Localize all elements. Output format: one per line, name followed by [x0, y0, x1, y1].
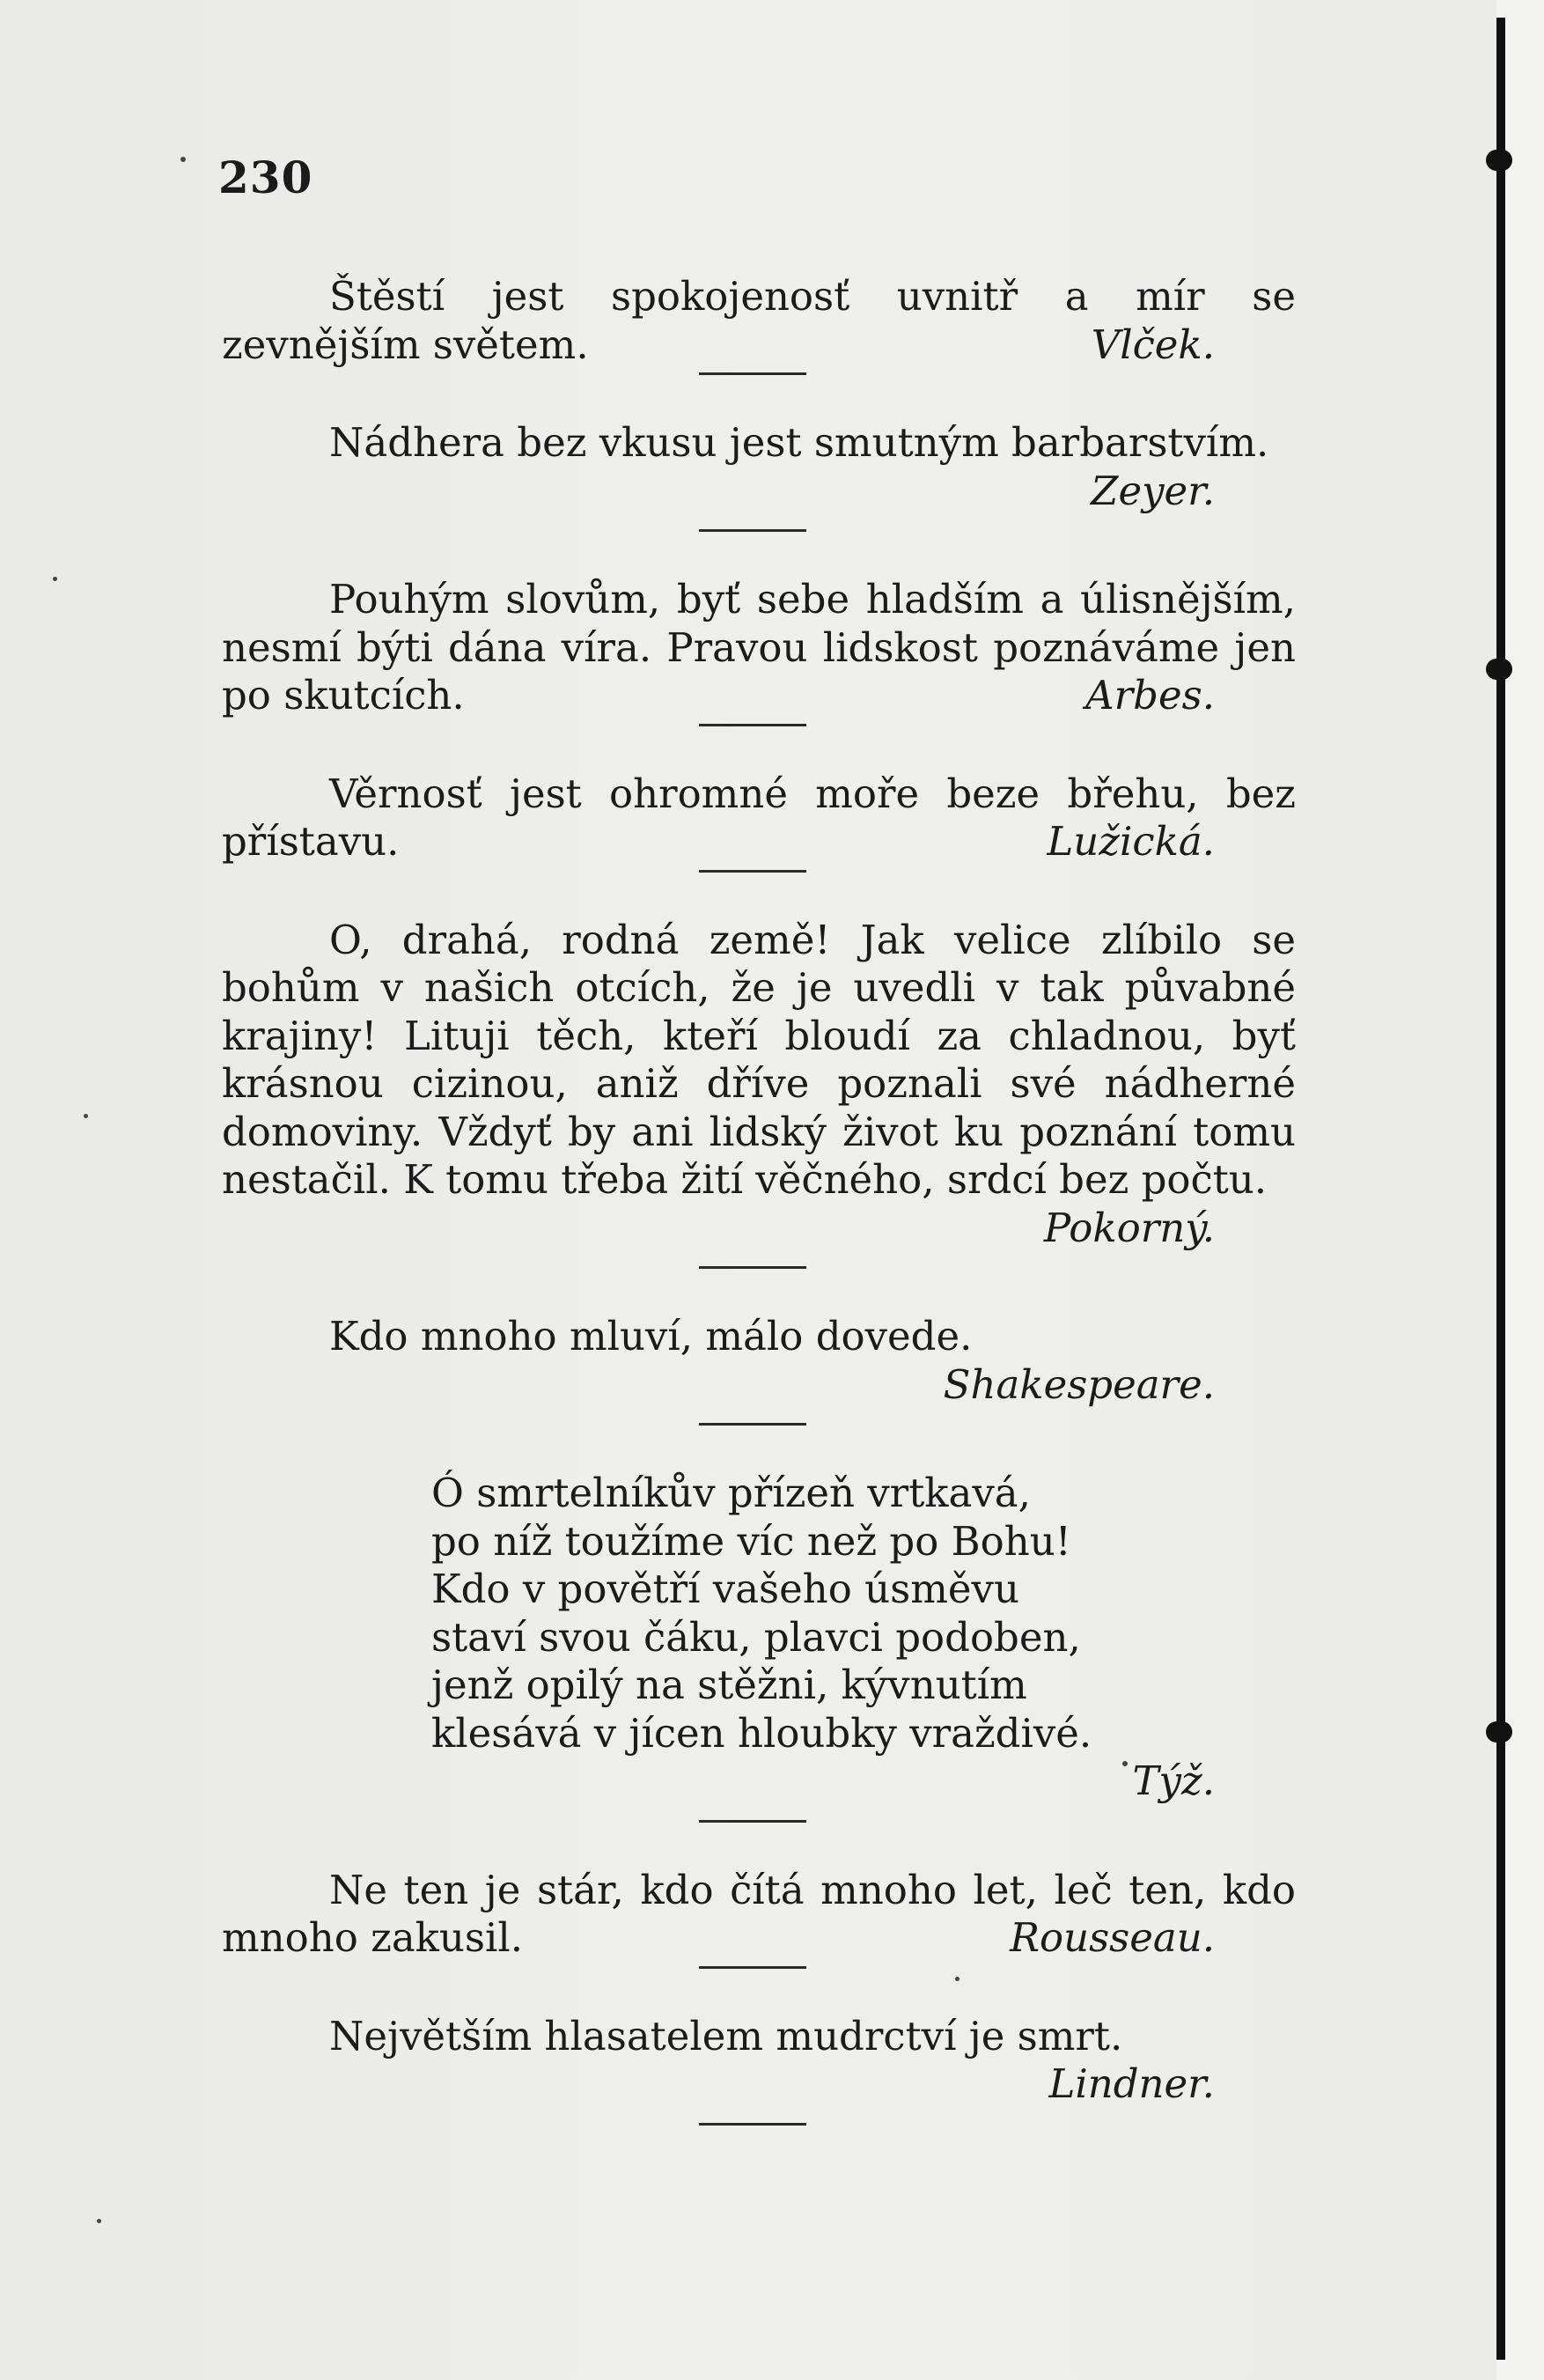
spine-edge: [1496, 18, 1505, 2360]
quote-entry: [222, 917, 1296, 1270]
quote-entry: [222, 2013, 1296, 2126]
quote-author: Lužická.: [1047, 818, 1215, 865]
spine-mark: [1486, 659, 1512, 680]
quote-author: Lindner.: [1048, 2060, 1215, 2107]
quote-entry: [222, 1867, 1296, 1969]
poem-line: Ó smrtelníkův přízeň vrtkavá,: [431, 1470, 1031, 1516]
quote-author: Vlček.: [1091, 321, 1215, 368]
page-number: 230: [218, 151, 313, 203]
quote-text: Největším hlasatelem mudrctví je smrt.: [329, 2012, 1123, 2059]
poem-entry: [222, 1470, 1296, 1757]
poem-line: staví svou čáku, plavci podoben,: [431, 1613, 1081, 1661]
separator-rule: [699, 724, 806, 726]
separator-rule: [699, 372, 806, 375]
quote-entry: [222, 1313, 1296, 1426]
poem-line: klesává v jícen hloubky vraždivé.: [431, 1709, 1092, 1757]
separator-rule: [699, 529, 806, 532]
quote-entry: [222, 770, 1296, 873]
quote-author: Pokorný.: [1043, 1204, 1215, 1251]
quote-author: Shakespeare.: [943, 1360, 1215, 1408]
paper-speck: [84, 1114, 88, 1118]
quote-text: Nádhera bez vkusu jest smutným barbarstvím.: [329, 419, 1269, 466]
paper-speck: [955, 1977, 959, 1981]
quote-text: Kdo mnoho mluví, málo dovede.: [329, 1313, 973, 1359]
poem-line: po níž toužíme víc než po Bohu!: [431, 1517, 1071, 1565]
separator-rule: [699, 1820, 806, 1823]
quote-text: Pouhým slovům, byť sebe hladším a úlisnějším, nesmí býti dána víra. Pravou lidskost poznáváme jen po skutcích.: [222, 576, 1296, 718]
quote-entry: [222, 576, 1296, 726]
spine-mark: [1486, 150, 1512, 171]
paper-speck: [180, 157, 186, 162]
quotes-block: [222, 273, 1296, 2170]
quote-author: Rousseau.: [1010, 1914, 1215, 1961]
quote-author: Zeyer.: [1091, 467, 1215, 514]
separator-rule: [699, 1966, 806, 1969]
spine-mark: [1486, 1721, 1512, 1743]
paper-speck: [53, 577, 57, 581]
quote-entry: [222, 273, 1296, 375]
quote-author: Týž.: [1132, 1757, 1215, 1804]
paper-speck: [97, 2219, 101, 2223]
quote-entry: [222, 419, 1296, 532]
separator-rule: [699, 2123, 806, 2126]
quote-text: Věrnosť jest ohromné moře beze břehu, bez přístavu.: [222, 770, 1296, 865]
poem-line: Kdo v povětří vašeho úsměvu: [431, 1566, 1019, 1612]
poem-line: jenž opilý na stěžni, kývnutím: [431, 1662, 1027, 1708]
separator-rule: [699, 1266, 806, 1269]
quote-author: Arbes.: [1085, 672, 1215, 718]
quote-text: Ne ten je stár, kdo čítá mnoho let, leč ten, kdo mnoho zakusil.: [222, 1866, 1296, 1961]
quote-text: Štěstí jest spokojenosť uvnitř a mír se zevnějším světem.: [222, 273, 1296, 368]
quote-text: O, drahá, rodná země! Jak velice zlíbilo se bohům v našich otcích, že je uvedli v tak půvabné krajiny! Lituji těch, kteří bloudí za chladnou, byť krásnou cizinou, aniž dříve poznali své nádherné domoviny. Vždyť by ani lidský život ku poznání tomu nestačil. K tomu třeba žití věčného, srdcí bez počtu.: [222, 916, 1296, 1203]
separator-rule: [699, 1423, 806, 1426]
separator-rule: [699, 870, 806, 873]
paper-speck: [1122, 1761, 1128, 1766]
